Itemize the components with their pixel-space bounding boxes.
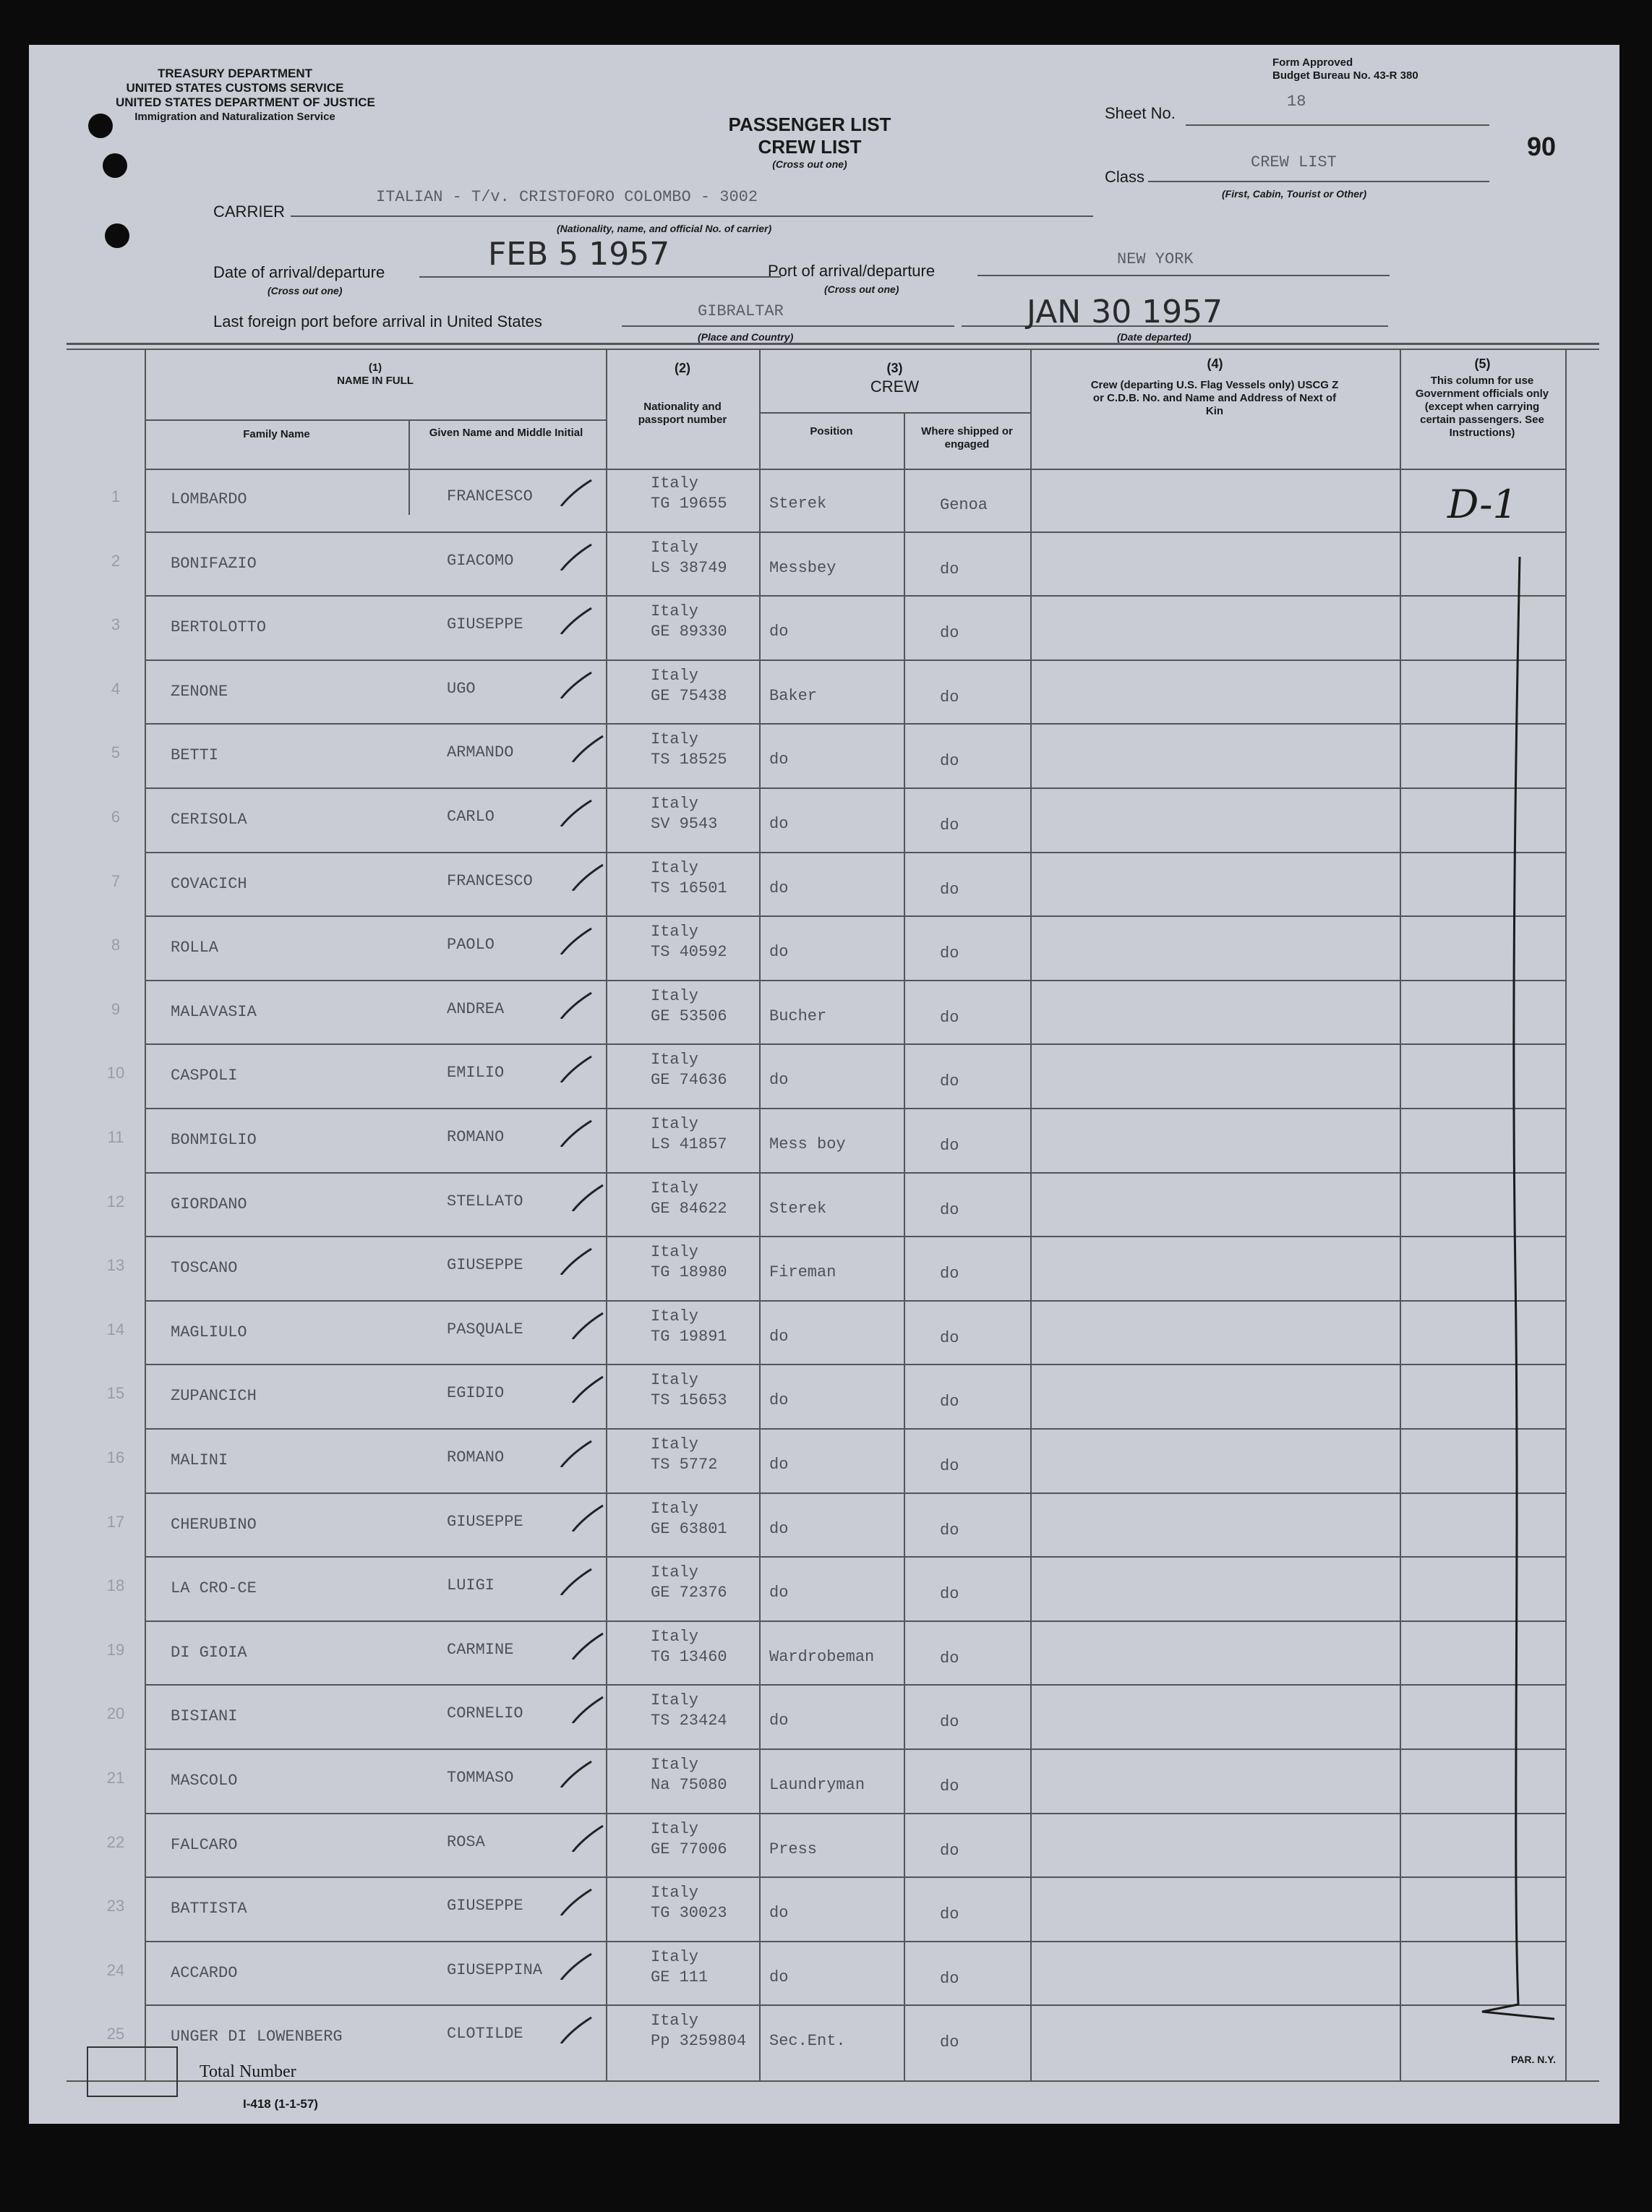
row-number: 19: [106, 1640, 125, 1659]
form-approved: Form Approved: [1272, 56, 1353, 69]
family-name: DI GIOIA: [171, 1643, 247, 1662]
family-name: COVACICH: [171, 874, 247, 893]
port-label: Port of arrival/departure: [768, 262, 936, 280]
passport-number: GE 63801: [651, 1519, 727, 1538]
position: Bucher: [769, 1007, 827, 1025]
table-row: [29, 1045, 1619, 1109]
nationality: Italy: [651, 858, 699, 877]
nationality: Italy: [651, 1627, 699, 1646]
where-shipped: do: [940, 1393, 959, 1412]
arrival-note: (Cross out one): [268, 285, 343, 296]
given-name: PAOLO: [447, 936, 495, 955]
given-name: GIUSEPPE: [447, 615, 523, 634]
check-mark: [558, 1951, 594, 1980]
where-shipped: do: [940, 816, 959, 834]
check-mark: [558, 477, 594, 506]
given-name: ROMANO: [447, 1448, 505, 1466]
agency-line: Immigration and Naturalization Service: [134, 111, 335, 123]
where-shipped: do: [940, 880, 959, 899]
table-row: [29, 1686, 1619, 1750]
check-mark: [558, 1438, 594, 1467]
passport-number: LS 41857: [651, 1135, 727, 1153]
where-shipped: do: [940, 560, 959, 578]
nationality: Italy: [651, 986, 699, 1005]
table-row: [29, 1237, 1619, 1302]
passport-number: TG 18980: [651, 1263, 727, 1282]
row-number: 9: [111, 999, 121, 1018]
where-shipped: Genoa: [940, 496, 988, 514]
col-family-name: Family Name: [243, 428, 310, 440]
passport-number: TS 5772: [651, 1456, 718, 1474]
row-number: 3: [111, 615, 121, 634]
col1-number: (1): [368, 362, 382, 374]
nationality: Italy: [651, 1179, 699, 1197]
row-number: 15: [106, 1384, 125, 1403]
position: Sterek: [769, 495, 827, 513]
row-number: 1: [111, 487, 121, 505]
passport-number: GE 74636: [651, 1071, 727, 1090]
col-position: Position: [810, 425, 853, 437]
check-mark: [570, 862, 606, 891]
passport-number: TS 16501: [651, 879, 727, 897]
nationality: Italy: [651, 666, 699, 685]
nationality: Italy: [651, 1307, 699, 1325]
check-mark: [558, 605, 594, 634]
passport-number: LS 38749: [651, 558, 727, 577]
where-shipped: do: [940, 1841, 959, 1860]
given-name: GIUSEPPE: [447, 1512, 523, 1531]
position: do: [769, 1456, 789, 1474]
given-name: GIUSEPPE: [447, 1256, 523, 1275]
check-mark: [558, 1246, 594, 1275]
col3-number: (3): [886, 361, 903, 375]
family-name: CHERUBINO: [171, 1515, 257, 1534]
row-number: 21: [106, 1769, 125, 1787]
date-departed: JAN 30 1957: [1027, 294, 1223, 330]
title-passenger-list: PASSENGER LIST: [728, 114, 891, 135]
date-departed-note: (Date departed): [1117, 331, 1191, 343]
form-number: I-418 (1-1-57): [243, 2097, 318, 2111]
table-row: [29, 597, 1619, 661]
nationality: Italy: [651, 1691, 699, 1710]
position: Laundryman: [769, 1776, 865, 1794]
table-row: [29, 661, 1619, 725]
nationality: Italy: [651, 2012, 699, 2030]
class-label: Class: [1105, 168, 1145, 186]
port-value: NEW YORK: [1117, 250, 1194, 268]
given-name: TOMMASO: [447, 1769, 514, 1787]
given-name: LUIGI: [447, 1576, 495, 1595]
nationality: Italy: [651, 923, 699, 941]
where-shipped: do: [940, 1137, 959, 1155]
check-mark: [570, 1631, 606, 1660]
position: Sterek: [769, 1199, 827, 1218]
position: do: [769, 1391, 789, 1410]
given-name: ARMANDO: [447, 743, 514, 762]
row-number: 11: [107, 1128, 124, 1146]
carrier-value: ITALIAN - T/v. CRISTOFORO COLOMBO - 3002: [376, 188, 758, 206]
agency-line: UNITED STATES DEPARTMENT OF JUSTICE: [116, 95, 375, 109]
family-name: ACCARDO: [171, 1963, 238, 1982]
check-mark: [558, 1118, 594, 1147]
table-row: [29, 2006, 1619, 2070]
col4-number: (4): [1207, 356, 1223, 371]
family-name: BATTISTA: [171, 1900, 247, 1918]
where-shipped: do: [940, 1328, 959, 1347]
passport-number: TS 18525: [651, 751, 727, 769]
position: do: [769, 1968, 789, 1986]
passport-number: GE 53506: [651, 1007, 727, 1025]
given-name: EMILIO: [447, 1064, 505, 1082]
where-shipped: do: [940, 1457, 959, 1475]
given-name: CLOTILDE: [447, 2025, 523, 2044]
sheet-number: 18: [1287, 93, 1306, 111]
table-row: [29, 1558, 1619, 1622]
position: Baker: [769, 686, 818, 705]
sheet-label: Sheet No.: [1105, 104, 1176, 122]
passport-number: GE 72376: [651, 1584, 727, 1602]
nationality: Italy: [651, 538, 699, 557]
nationality: Italy: [651, 1115, 699, 1133]
check-mark: [558, 1566, 594, 1595]
family-name: TOSCANO: [171, 1259, 238, 1278]
row-number: 6: [111, 808, 121, 826]
nationality: Italy: [651, 1051, 699, 1069]
family-name: MASCOLO: [171, 1772, 238, 1790]
position: do: [769, 1327, 789, 1346]
nationality: Italy: [651, 1819, 699, 1838]
passport-number: TG 30023: [651, 1904, 727, 1923]
position: do: [769, 1584, 789, 1602]
table-row: [29, 1814, 1619, 1879]
position: do: [769, 943, 789, 962]
where-shipped: do: [940, 1905, 959, 1924]
row-number: 4: [111, 679, 121, 698]
passport-number: Na 75080: [651, 1776, 727, 1794]
carrier-label: CARRIER: [213, 202, 286, 221]
family-name: ZENONE: [171, 682, 228, 701]
cross-out-note: (Cross out one): [772, 158, 847, 170]
nationality: Italy: [651, 1435, 699, 1453]
check-mark: [570, 1823, 606, 1852]
row-number: 18: [106, 1576, 125, 1595]
row-number: 5: [111, 743, 121, 762]
row-number: 22: [106, 1832, 125, 1851]
given-name: CARLO: [447, 808, 495, 826]
row-number: 12: [106, 1192, 125, 1210]
position: Press: [769, 1840, 818, 1858]
family-name: ZUPANCICH: [171, 1387, 257, 1406]
given-name: STELLATO: [447, 1192, 523, 1210]
check-mark: [570, 1182, 606, 1211]
row-number: 7: [111, 871, 121, 890]
table-row: [29, 917, 1619, 981]
position: do: [769, 623, 789, 641]
table-row: [29, 1174, 1619, 1238]
where-shipped: do: [940, 1521, 959, 1540]
position: do: [769, 1712, 789, 1730]
crew-table: [29, 45, 1619, 2124]
nationality: Italy: [651, 1371, 699, 1390]
where-shipped: do: [940, 1072, 959, 1091]
where-shipped: do: [940, 1649, 959, 1667]
port-note: (Cross out one): [824, 283, 899, 295]
arrival-label: Date of arrival/departure: [213, 263, 385, 281]
col-given-name: Given Name and Middle Initial: [429, 427, 583, 439]
where-shipped: do: [940, 1200, 959, 1219]
position: do: [769, 1519, 789, 1538]
table-row: [29, 1750, 1619, 1814]
official-annotation: D-1: [1447, 482, 1518, 527]
passport-number: TS 15653: [651, 1391, 727, 1410]
family-name: MALINI: [171, 1451, 228, 1469]
class-note: (First, Cabin, Tourist or Other): [1222, 188, 1367, 200]
passport-number: Pp 3259804: [651, 2032, 747, 2051]
row-number: 13: [106, 1256, 125, 1275]
arrival-date: FEB 5 1957: [488, 236, 670, 273]
given-name: EGIDIO: [447, 1384, 505, 1403]
table-row: [29, 789, 1619, 853]
last-port-value: GIBRALTAR: [698, 302, 784, 320]
nationality: Italy: [651, 1947, 699, 1966]
where-shipped: do: [940, 1969, 959, 1988]
family-name: UNGER DI LOWENBERG: [171, 2028, 343, 2046]
check-mark: [558, 990, 594, 1019]
table-row: [29, 981, 1619, 1046]
where-shipped: do: [940, 752, 959, 771]
given-name: CORNELIO: [447, 1704, 523, 1723]
family-name: BETTI: [171, 746, 219, 765]
check-mark: [558, 1759, 594, 1788]
check-mark: [558, 542, 594, 571]
position: Wardrobeman: [769, 1647, 875, 1666]
agency-line: TREASURY DEPARTMENT: [157, 67, 313, 80]
family-name: LOMBARDO: [171, 490, 247, 508]
family-name: CERISOLA: [171, 811, 247, 829]
col2-number: (2): [675, 361, 690, 375]
family-name: CASPOLI: [171, 1067, 238, 1085]
total-number-label: Total Number: [200, 2062, 296, 2081]
family-name: ROLLA: [171, 939, 219, 957]
family-name: BONMIGLIO: [171, 1131, 257, 1149]
col-nationality: Nationality and passport number: [638, 401, 727, 426]
given-name: GIACOMO: [447, 551, 514, 570]
col-government-use: This column for use Government officials only (except when carrying certain passengers. See Instructions): [1415, 375, 1549, 439]
row-number: 20: [106, 1704, 125, 1723]
passport-number: GE 89330: [651, 623, 727, 641]
table-row: [29, 1365, 1619, 1430]
passport-number: GE 111: [651, 1968, 709, 1986]
check-mark: [570, 1503, 606, 1532]
check-mark: [558, 2015, 594, 2044]
row-number: 8: [111, 936, 121, 955]
position: do: [769, 879, 789, 897]
row-number: 14: [106, 1320, 125, 1338]
table-row: [29, 725, 1619, 789]
position: do: [769, 1904, 789, 1923]
last-port-note: (Place and Country): [698, 331, 794, 343]
check-mark: [558, 1054, 594, 1082]
table-row: [29, 1430, 1619, 1494]
check-mark: [558, 926, 594, 955]
given-name: UGO: [447, 679, 476, 698]
position: Mess boy: [769, 1135, 846, 1153]
position: Fireman: [769, 1263, 836, 1282]
family-name: BERTOLOTTO: [171, 618, 267, 637]
where-shipped: do: [940, 624, 959, 643]
given-name: ROMANO: [447, 1128, 505, 1146]
class-value: CREW LIST: [1251, 153, 1337, 171]
position: Messbey: [769, 558, 836, 577]
row-number: 24: [106, 1960, 125, 1979]
passport-number: GE 75438: [651, 686, 727, 705]
check-mark: [558, 670, 594, 699]
bracket-line: [1468, 551, 1569, 2055]
passport-number: TS 40592: [651, 943, 727, 962]
check-mark: [558, 1887, 594, 1916]
table-row: [29, 1942, 1619, 2007]
table-row: [29, 1494, 1619, 1558]
passport-number: SV 9543: [651, 815, 718, 833]
col-name-in-full: NAME IN FULL: [337, 375, 414, 387]
col-where-shipped: Where shipped or engaged: [921, 425, 1013, 450]
nationality: Italy: [651, 795, 699, 813]
where-shipped: do: [940, 1713, 959, 1732]
given-name: FRANCESCO: [447, 871, 533, 890]
passport-number: TG 19891: [651, 1327, 727, 1346]
table-row: [29, 1878, 1619, 1942]
row-number: 16: [106, 1448, 125, 1466]
where-shipped: do: [940, 1585, 959, 1604]
check-mark: [570, 1374, 606, 1403]
nationality: Italy: [651, 1884, 699, 1903]
where-shipped: do: [940, 944, 959, 963]
family-name: BISIANI: [171, 1707, 238, 1726]
given-name: ROSA: [447, 1832, 485, 1851]
family-name: BONIFAZIO: [171, 554, 257, 573]
family-name: FALCARO: [171, 1835, 238, 1854]
title-crew-list: CREW LIST: [758, 136, 862, 158]
row-number: 2: [111, 551, 121, 570]
col5-number: (5): [1474, 356, 1491, 371]
passport-number: GE 77006: [651, 1840, 727, 1858]
passport-number: TS 23424: [651, 1712, 727, 1730]
nationality: Italy: [651, 1563, 699, 1582]
table-row: [29, 1622, 1619, 1686]
given-name: CARMINE: [447, 1640, 514, 1659]
col-next-of-kin: Crew (departing U.S. Flag Vessels only) USCG Z or C.D.B. No. and Name and Address of Next of Kin: [1090, 379, 1339, 417]
given-name: FRANCESCO: [447, 487, 533, 505]
passport-number: GE 84622: [651, 1199, 727, 1218]
position: Sec.Ent.: [769, 2032, 846, 2051]
passport-number: TG 13460: [651, 1647, 727, 1666]
row-number: 10: [106, 1064, 125, 1082]
agency-line: UNITED STATES CUSTOMS SERVICE: [126, 81, 344, 95]
family-name: GIORDANO: [171, 1195, 247, 1213]
check-mark: [570, 1310, 606, 1339]
family-name: MAGLIULO: [171, 1323, 247, 1341]
col-crew: CREW: [870, 377, 920, 396]
budget-bureau: Budget Bureau No. 43-R 380: [1272, 69, 1418, 82]
check-mark: [570, 1694, 606, 1723]
table-row: [29, 1302, 1619, 1366]
check-mark: [570, 733, 606, 762]
page-number: 90: [1527, 132, 1557, 161]
table-row: [29, 469, 1619, 533]
row-number: 23: [106, 1897, 125, 1916]
where-shipped: do: [940, 1777, 959, 1795]
passport-number: TG 19655: [651, 495, 727, 513]
printer-mark: PAR. N.Y.: [1511, 2054, 1556, 2065]
last-port-label: Last foreign port before arrival in United States: [213, 312, 542, 330]
given-name: GIUSEPPINA: [447, 1960, 543, 1979]
position: do: [769, 751, 789, 769]
nationality: Italy: [651, 730, 699, 749]
table-row: [29, 853, 1619, 918]
nationality: Italy: [651, 1499, 699, 1518]
where-shipped: do: [940, 1008, 959, 1027]
family-name: LA CRO-CE: [171, 1579, 257, 1598]
total-number-box: [87, 2046, 178, 2097]
position: do: [769, 815, 789, 833]
table-row: [29, 533, 1619, 597]
where-shipped: do: [940, 1265, 959, 1284]
given-name: GIUSEPPE: [447, 1897, 523, 1916]
family-name: MALAVASIA: [171, 1002, 257, 1021]
given-name: ANDREA: [447, 999, 505, 1018]
row-number: 17: [106, 1512, 125, 1531]
where-shipped: do: [940, 2033, 959, 2052]
nationality: Italy: [651, 474, 699, 492]
position: do: [769, 1071, 789, 1090]
carrier-note: (Nationality, name, and official No. of carrier): [557, 223, 772, 234]
check-mark: [558, 798, 594, 827]
where-shipped: do: [940, 688, 959, 706]
nationality: Italy: [651, 1243, 699, 1262]
nationality: Italy: [651, 602, 699, 621]
crew-list-form: [29, 45, 1619, 2124]
nationality: Italy: [651, 1756, 699, 1774]
row-number: 25: [106, 2025, 125, 2044]
table-row: [29, 1109, 1619, 1174]
given-name: PASQUALE: [447, 1320, 523, 1338]
